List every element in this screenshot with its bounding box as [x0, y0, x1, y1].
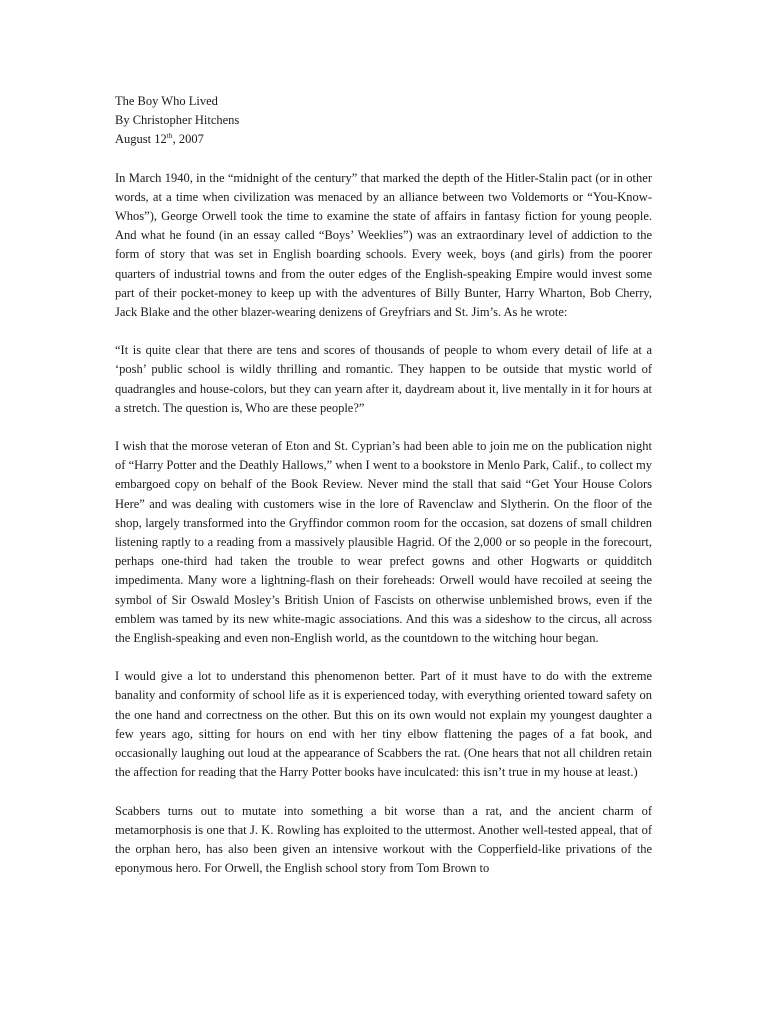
paragraph-intro: In March 1940, in the “midnight of the century” that marked the depth of the Hitler-Stalin pact (or in other words, at a time when civilization was menaced by an alliance between two Voldemorts or “You-Know-Whos”), George Orwell took the time to examine the state of affairs in fantasy fiction for young people. And what he found (in an essay called “Boys’ Weeklies”) was an extraordinary level of addiction to the form of story that was set in English boarding schools. Every week, boys (and girls) from the poorer quarters of industrial towns and from the outer edges of the English-speaking Empire would invest some part of their pocket-money to keep up with the adventures of Billy Bunter, Harry Wharton, Bob Cherry, Jack Blake and the other blazer-wearing denizens of Greyfriars and St. Jim’s. As he wrote:: [115, 170, 652, 320]
article-date: [115, 130, 652, 149]
paragraph-orwell-quote: “It is quite clear that there are tens and scores of thousands of people to whom every detail of life at a ‘posh’ public school is wildly thrilling and romantic. They happen to be outside that mystic world of quadrangles and house-colors, but they can yearn after it, daydream about it, live mentally in it for hours at a stretch. The question is, Who are these people?”: [115, 343, 652, 415]
date-year: , 2007: [172, 132, 204, 147]
article-byline: By Christopher Hitchens: [115, 113, 240, 128]
article-header: [115, 92, 652, 150]
date-month-day: August 12: [115, 132, 167, 147]
article-title: The Boy Who Lived: [115, 94, 218, 108]
paragraph-bookstore: I wish that the morose veteran of Eton and St. Cyprian’s had been able to join me on the publication night of “Harry Potter and the Deathly Hallows,” when I went to a bookstore in Menlo Park, Calif., to collect my embargoed copy on behalf of the Book Review. Never mind the stall that said “Get Your House Colors Here” and was dealing with customers wise in the lore of Ravenclaw and Slytherin. On the floor of the shop, largely transformed into the Gryffindor common room for the occasion, sat dozens of small children listening raptly to a reading from a massively plausible Hagrid. Of the 2,000 or so people in the forecourt, perhaps one-third had taken the trouble to wear prefect gowns and other Hogwarts or quidditch impedimenta. Many wore a lightning-flash on their foreheads: Orwell would have recoiled at seeing the symbol of Sir Oswald Mosley’s British Union of Fascists on otherwise unblemished brows, even if the emblem was tamed by its new white-magic associations. And this was a sideshow to the circus, all across the English-speaking and even non-English world, as the countdown to the witching hour began.: [115, 439, 652, 646]
paragraph-scabbers: Scabbers turns out to mutate into something a bit worse than a rat, and the ancient charm of metamorphosis is one that J. K. Rowling has exploited to the uttermost. Another well-tested appeal, that of the orphan hero, has also been given an intensive workout with the Copperfield-like privations of the eponymous hero. For Orwell, the English school story from Tom Brown to: [115, 803, 652, 876]
paragraph-phenomenon: I would give a lot to understand this phenomenon better. Part of it must have to do with the extreme banality and conformity of school life as it is experienced today, with everything oriented toward safety on the one hand and correctness on the other. But this on its own would not explain my youngest daughter a few years ago, sitting for hours on end with her tiny elbow flattening the pages of a fat book, and occasionally laughing out loud at the appearance of Scabbers the rat. (One hears that not all children retain the affection for reading that the Harry Potter books have inculcated: this isn’t true in my house at least.): [115, 669, 652, 780]
document-page: [115, 92, 652, 878]
date-ordinal-suffix: th: [166, 131, 173, 141]
